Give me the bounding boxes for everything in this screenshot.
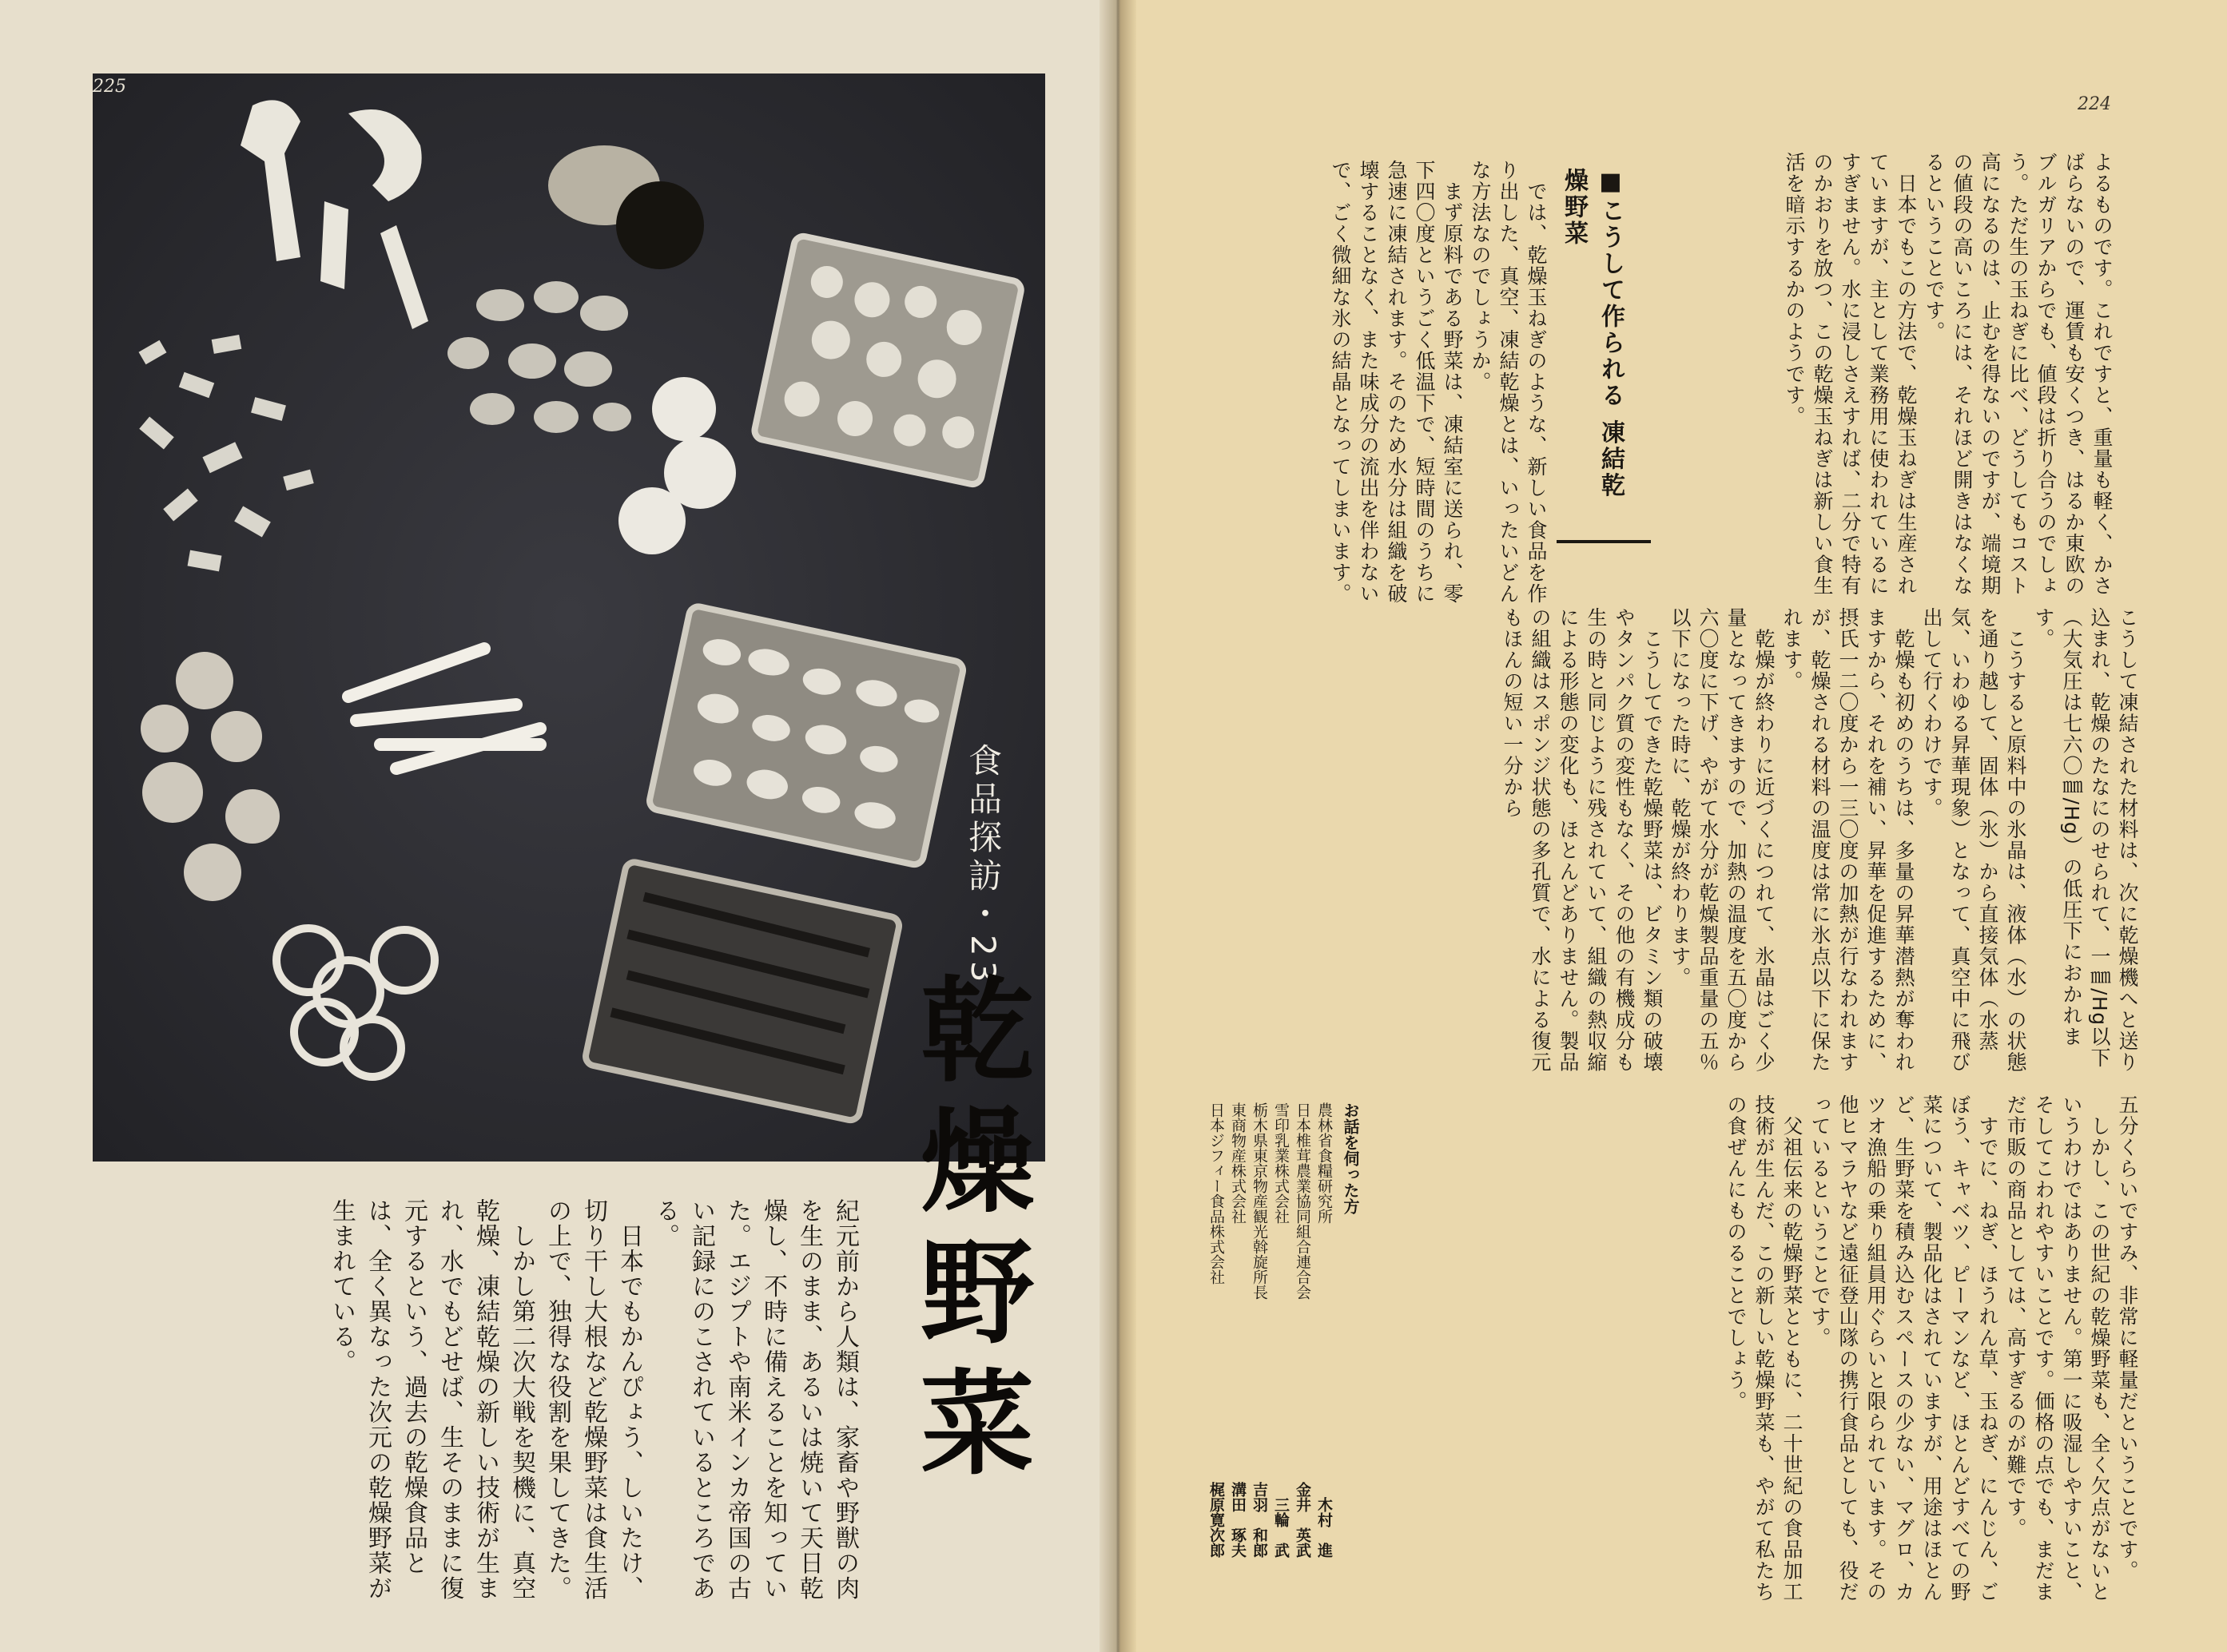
credits-title: お話を伺った方 <box>1341 1102 1360 1214</box>
intro-text: 紀元前から人類は、家畜や野獣の肉を生のまま、あるいは焼いて天日乾燥し、不時に備えることを知っていた。エジプトや南米インカ帝国の古い記録にのこされているところである。 日本でもかんぴょう、しいたけ、切り干し大根など乾燥野菜は食生活の上で、独得な役割を果してきた。 しかし第二次大戦を契機に、真空乾燥、凍結乾燥の新しい技術が生まれ、水でもどせば、生そのままに復元するという、過去の乾燥食品とは、全く異なった次元の乾燥野菜が生まれている。 <box>328 1198 859 1601</box>
series-label: 食品探訪・23 <box>964 743 1003 987</box>
credit-org: 農林省食糧研究所 <box>1315 1102 1333 1224</box>
credit-org: 日本椎茸農業協同組合連合会 <box>1294 1102 1311 1300</box>
tray-top-icon <box>753 235 1023 486</box>
credit-row <box>1270 1102 1291 1558</box>
credit-row <box>1291 1102 1313 1558</box>
credit-name: 梶原寛次郎 <box>1207 1482 1225 1558</box>
credit-org: 雪印乳業株式会社 <box>1272 1102 1290 1224</box>
credit-row <box>1248 1102 1270 1558</box>
credit-row <box>1313 1102 1334 1558</box>
article-title: 乾燥野菜 <box>901 971 1033 1495</box>
credit-name: 木村 進 <box>1315 1497 1333 1558</box>
credit-org: 東商物産株式会社 <box>1229 1102 1247 1224</box>
right-bottom-text: 五分くらいですみ、非常に軽量だということです。 しかし、この世紀の乾燥野菜も、全く欠点がないというわけではありません。第一に吸湿しやすいこと、そしてこわれやすいことです。価格の点でも、まだまだ市販の商品としては、高すぎるのが難です。 すでに、ねぎ、ほうれん草、玉ねぎ、にんじん、ごぼう、キャベツ、ピーマンなど、ほとんどすべての野菜について、製品化はされていますが、用途はほとんど、生野菜を積み込むスペースの少ない、マグロ、カツオ漁船の乗り組員用ぐらいと限られています。その他ヒマラヤなど遠征登山隊の携行食品としても、役だっているということです。 父祖伝来の乾燥野菜とともに、二十世紀の食品加工技術が生んだ、この新しい乾燥野菜も、やがて私たちの食ぜんにものることでしょう。 <box>1724 1094 2139 1602</box>
credit-name: 金井 英武 <box>1294 1482 1311 1558</box>
right-text-block-2 <box>1406 607 2141 1078</box>
section-heading-rule <box>1557 540 1651 543</box>
credit-name: 吉羽 和郎 <box>1251 1482 1268 1558</box>
credit-org: 栃木県東京物産観光斡旋所長 <box>1251 1102 1268 1300</box>
credit-org: 日本ジフィー食品株式会社 <box>1207 1102 1225 1285</box>
right-middle-text-column <box>1215 160 1550 607</box>
credit-name: 三輪 武 <box>1272 1497 1290 1558</box>
book-gutter <box>1100 0 1136 1652</box>
right-middle-text: では、乾燥玉ねぎのような、新しい食品を作り出した、真空、凍結乾燥とは、いったいどんな方法なのでしょうか。 まず原料である野菜は、凍結室に送られ、零下四〇度というごく低温下で、短時間のうちに急速に凍結されます。そのため水分は組織を破壊することなく、また味成分の流出を伴わないで、ごく微細な氷の結晶となってしまいます。 <box>1329 160 1548 605</box>
right-top-text: よるものです。これですと、重量も軽く、かさばらないので、運賃も安くつき、はるか東欧のブルガリアからでも、値段は折り合うのでしょう。ただ生の玉ねぎに比べ、どうしてもコスト高になるのは、止むを得ないのですが、端境期の値段の高いころには、それほど開きはなくなるということです。 日本でもこの方法で、乾燥玉ねぎは生産されていますが、主として業務用に使われているにすぎません。水に浸しさえすれば、二分で特有のかおりを放つ、この乾燥玉ねぎは新しい食生活を暗示するかのようです。 <box>1783 152 2114 597</box>
right-bottom-text-column <box>1406 1094 2141 1606</box>
intro-text-column <box>96 1198 863 1622</box>
credit-row <box>1205 1102 1227 1558</box>
section-heading: ■こうして作られる 凍結乾燥野菜 <box>1560 168 1625 499</box>
right-text-2: こうして凍結された材料は、次に乾燥機へと送り込まれ、乾燥のたなにのせられて、一㎜/Hg以下（大気圧は七六〇㎜/Hg）の低圧下におかれます。 こうすると原料中の氷晶は、液体（水）の状態を通り越して、固体（氷）から直接気体（水蒸気、いわゆる昇華現象）となって、真空中に飛び出して行くわけです。 乾燥も初めのうちは、多量の昇華潜熱が奪われますから、それを補い、昇華を促進するために、摂氏一二〇度から一三〇度の加熱が行なわれますが、乾燥される材料の温度は常に氷点以下に保たれます。 乾燥が終わりに近づくにつれて、氷晶はごく少量となってきますので、加熱の温度を五〇度から六〇度に下げ、やがて水分が乾燥製品重量の五％以下になった時に、乾燥が終わります。 こうしてできた乾燥野菜は、ビタミン類の破壊やタンパク質の変性もなく、その他の有機成分も生の時と同じように残されていて、組織の熱収縮による形態の変化も、ほとんどありません。製品の組織はスポンジ状態の多孔質で、水による復元もほんの短い一分から <box>1501 607 2139 1073</box>
credit-name: 溝田 琢夫 <box>1229 1482 1247 1558</box>
credits-box <box>1205 1102 1361 1558</box>
credit-row <box>1227 1102 1248 1558</box>
right-top-text-column <box>1652 152 2116 599</box>
left-page-number: 225 <box>93 77 126 97</box>
right-page-number: 224 <box>2078 94 2111 114</box>
